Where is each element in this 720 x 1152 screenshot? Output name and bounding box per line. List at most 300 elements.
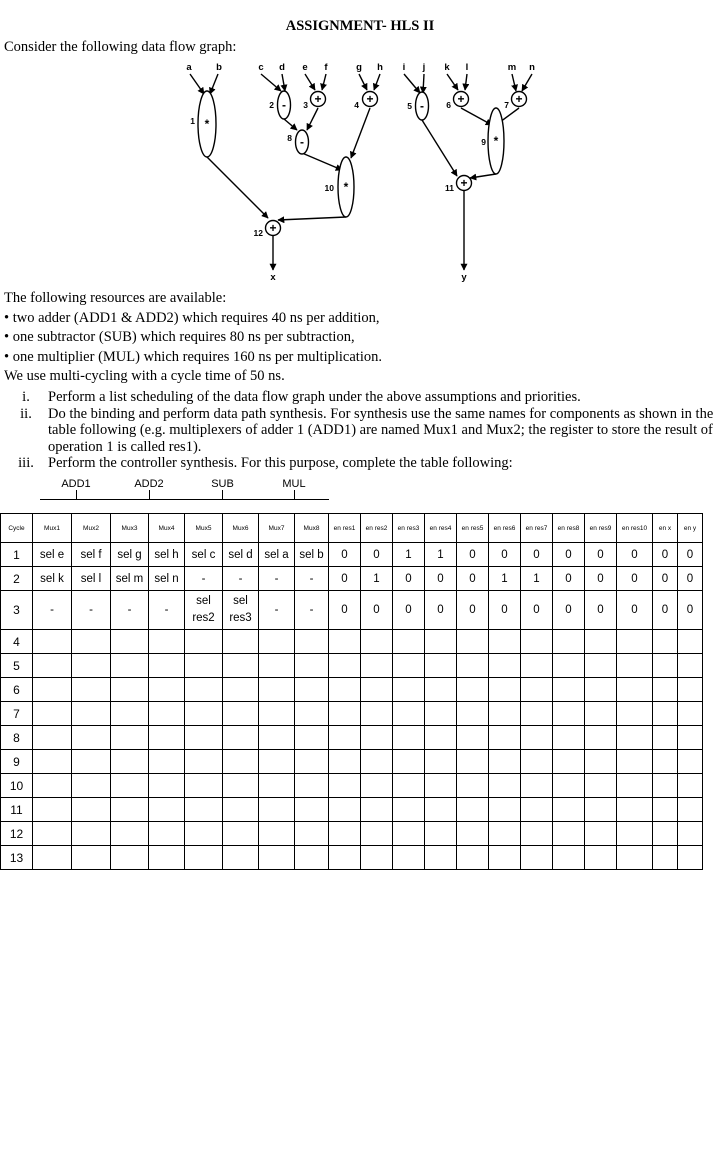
cycle-cell: 10 xyxy=(1,774,33,798)
table-cell xyxy=(457,678,489,702)
table-cell xyxy=(259,798,295,822)
table-cell: 0 xyxy=(617,567,653,591)
cycle-cell: 1 xyxy=(1,543,33,567)
table-cell: 1 xyxy=(489,567,521,591)
table-cell xyxy=(33,750,72,774)
table-cell xyxy=(585,846,617,870)
table-cell: 0 xyxy=(457,567,489,591)
table-cell xyxy=(223,678,259,702)
table-cell xyxy=(553,846,585,870)
table-cell xyxy=(223,846,259,870)
table-cell xyxy=(33,726,72,750)
table-cell xyxy=(295,822,329,846)
input-m: m xyxy=(507,62,517,73)
op7-symbol: + xyxy=(515,92,523,106)
table-cell xyxy=(653,798,678,822)
table-cell: - xyxy=(33,591,72,630)
table-cell xyxy=(72,822,111,846)
table-cell xyxy=(361,846,393,870)
table-cell xyxy=(259,846,295,870)
table-cell: - xyxy=(223,567,259,591)
table-cell xyxy=(521,654,553,678)
input-j: j xyxy=(422,62,426,73)
table-cell xyxy=(329,798,361,822)
table-cell: 0 xyxy=(329,591,361,630)
table-cell xyxy=(617,846,653,870)
table-cell xyxy=(111,846,149,870)
table-cell xyxy=(361,702,393,726)
table-cell xyxy=(259,774,295,798)
group-sub-bracket xyxy=(186,499,259,500)
table-cell xyxy=(393,654,425,678)
table-cell xyxy=(425,702,457,726)
table-cell xyxy=(457,654,489,678)
table-cell: 1 xyxy=(361,567,393,591)
table-cell xyxy=(617,654,653,678)
table-cell xyxy=(111,702,149,726)
table-cell xyxy=(329,774,361,798)
table-cell xyxy=(295,630,329,654)
table-cell xyxy=(361,798,393,822)
table-cell: 0 xyxy=(653,543,678,567)
table-cell xyxy=(223,702,259,726)
table-cell xyxy=(223,798,259,822)
header-cell: en res4 xyxy=(425,514,457,543)
op4-symbol: + xyxy=(366,92,374,106)
table-cell xyxy=(149,630,185,654)
table-cell: 0 xyxy=(553,591,585,630)
table-cell xyxy=(295,798,329,822)
table-row xyxy=(1,630,703,654)
table-cell xyxy=(223,726,259,750)
table-cell xyxy=(329,726,361,750)
table-cell xyxy=(617,726,653,750)
table-cell: 0 xyxy=(457,591,489,630)
table-cell xyxy=(111,798,149,822)
task-text: Perform a list scheduling of the data flow graph under the above assumptions and priorities. xyxy=(48,389,581,405)
header-cell: Mux4 xyxy=(149,514,185,543)
table-cell xyxy=(149,678,185,702)
table-cell xyxy=(185,630,223,654)
table-cell xyxy=(553,750,585,774)
table-cell: 0 xyxy=(653,567,678,591)
resource-subtractor: • one subtractor (SUB) which requires 80 ns per subtraction, xyxy=(4,329,355,345)
input-i: i xyxy=(402,62,406,73)
table-cell xyxy=(585,678,617,702)
table-cell: sel a xyxy=(259,543,295,567)
table-cell xyxy=(149,726,185,750)
table-cell: sel d xyxy=(223,543,259,567)
op4-id: 4 xyxy=(354,100,359,110)
table-cell xyxy=(489,630,521,654)
table-cell xyxy=(149,654,185,678)
table-cell xyxy=(489,846,521,870)
table-cell xyxy=(111,654,149,678)
input-f: f xyxy=(324,62,328,73)
op3-id: 3 xyxy=(303,100,308,110)
table-cell xyxy=(393,750,425,774)
group-add2-text: ADD2 xyxy=(134,478,164,490)
header-cell: en res5 xyxy=(457,514,489,543)
table-cell: 0 xyxy=(585,543,617,567)
resources-heading: The following resources are available: xyxy=(4,290,227,306)
op9-symbol: * xyxy=(493,134,499,148)
table-cell xyxy=(361,822,393,846)
table-cell: 0 xyxy=(678,543,703,567)
table-cell: 0 xyxy=(585,591,617,630)
group-label-add2 xyxy=(112,478,186,500)
table-cell xyxy=(33,678,72,702)
table-cell xyxy=(521,774,553,798)
table-header-row xyxy=(1,514,703,543)
table-cell xyxy=(393,798,425,822)
header-cell: Mux1 xyxy=(33,514,72,543)
table-cell xyxy=(585,750,617,774)
cycle-cell: 4 xyxy=(1,630,33,654)
op7-id: 7 xyxy=(504,100,509,110)
group-mul-text: MUL xyxy=(282,478,306,490)
table-cell: sel b xyxy=(295,543,329,567)
header-cell: en res6 xyxy=(489,514,521,543)
table-cell xyxy=(72,798,111,822)
table-cell xyxy=(72,654,111,678)
table-cell xyxy=(678,798,703,822)
table-row xyxy=(1,591,703,630)
input-b: b xyxy=(216,62,222,73)
output-labels xyxy=(270,272,467,283)
table-cell xyxy=(489,774,521,798)
table-cell xyxy=(393,822,425,846)
table-cell xyxy=(653,630,678,654)
table-cell xyxy=(223,654,259,678)
table-cell: sel n xyxy=(149,567,185,591)
table-row xyxy=(1,846,703,870)
table-cell: 0 xyxy=(329,543,361,567)
group-sub-text: SUB xyxy=(211,478,234,490)
group-add1-text: ADD1 xyxy=(61,478,91,490)
table-cell xyxy=(653,750,678,774)
table-cell xyxy=(259,750,295,774)
table-cell xyxy=(111,630,149,654)
table-cell: - xyxy=(259,567,295,591)
table-cell xyxy=(457,702,489,726)
table-cell: 0 xyxy=(489,591,521,630)
table-row xyxy=(1,702,703,726)
table-cell xyxy=(223,750,259,774)
table-cell xyxy=(425,654,457,678)
task-list xyxy=(4,389,718,472)
table-row xyxy=(1,678,703,702)
table-cell xyxy=(653,702,678,726)
table-cell xyxy=(653,726,678,750)
table-row xyxy=(1,567,703,591)
table-cell xyxy=(393,702,425,726)
table-cell xyxy=(185,654,223,678)
table-cell: 0 xyxy=(553,567,585,591)
header-cell: Mux3 xyxy=(111,514,149,543)
table-cell xyxy=(521,750,553,774)
table-cell xyxy=(457,822,489,846)
table-row xyxy=(1,822,703,846)
table-cell: 1 xyxy=(425,543,457,567)
table-cell: 1 xyxy=(393,543,425,567)
op10-id: 10 xyxy=(324,183,334,193)
table-cell xyxy=(553,654,585,678)
header-cell: en y xyxy=(678,514,703,543)
cycle-note: We use multi-cycling with a cycle time of 50 ns. xyxy=(4,368,285,384)
table-cell xyxy=(585,726,617,750)
header-cell: Mux6 xyxy=(223,514,259,543)
group-add2-tick xyxy=(149,490,150,499)
table-cell xyxy=(393,774,425,798)
table-cell xyxy=(678,774,703,798)
table-cell xyxy=(521,846,553,870)
table-cell xyxy=(489,798,521,822)
table-cell xyxy=(72,702,111,726)
resource-multiplier: • one multiplier (MUL) which requires 160 ns per multiplication. xyxy=(4,348,382,365)
table-cell xyxy=(425,822,457,846)
table-cell xyxy=(678,750,703,774)
header-cell: Cycle xyxy=(1,514,33,543)
table-cell: sel k xyxy=(33,567,72,591)
table-cell: 0 xyxy=(329,567,361,591)
header-cell: Mux7 xyxy=(259,514,295,543)
table-cell xyxy=(489,822,521,846)
group-add2-bracket xyxy=(112,499,186,500)
table-cell xyxy=(457,774,489,798)
table-cell xyxy=(149,750,185,774)
table-cell xyxy=(678,846,703,870)
op5-id: 5 xyxy=(407,101,412,111)
cycle-cell: 13 xyxy=(1,846,33,870)
group-mul-bracket xyxy=(259,499,329,500)
table-cell xyxy=(585,654,617,678)
group-add1-tick xyxy=(76,490,77,499)
header-cell: en res9 xyxy=(585,514,617,543)
input-l: l xyxy=(465,62,469,73)
table-cell xyxy=(72,726,111,750)
table-cell xyxy=(111,822,149,846)
table-cell xyxy=(553,630,585,654)
table-cell xyxy=(259,630,295,654)
table-cell xyxy=(111,726,149,750)
op1-id: 1 xyxy=(190,116,195,126)
table-cell: 0 xyxy=(521,591,553,630)
table-cell xyxy=(457,726,489,750)
group-mul-tick xyxy=(294,490,295,499)
input-h: h xyxy=(377,62,383,73)
table-cell xyxy=(259,822,295,846)
table-cell xyxy=(149,846,185,870)
table-cell xyxy=(33,774,72,798)
table-row xyxy=(1,654,703,678)
table-cell: - xyxy=(295,591,329,630)
table-cell: 1 xyxy=(521,567,553,591)
op11-symbol: + xyxy=(460,176,468,190)
table-cell: 0 xyxy=(425,591,457,630)
table-cell: 0 xyxy=(361,591,393,630)
table-cell xyxy=(553,678,585,702)
table-cell xyxy=(617,630,653,654)
op12-id: 12 xyxy=(253,228,263,238)
table-cell xyxy=(329,678,361,702)
table-cell xyxy=(329,822,361,846)
table-cell xyxy=(521,822,553,846)
group-label-mul xyxy=(259,478,329,500)
table-cell xyxy=(295,774,329,798)
table-cell: sel res2 xyxy=(185,591,223,630)
header-cell: en res3 xyxy=(393,514,425,543)
table-cell xyxy=(653,654,678,678)
table-cell xyxy=(149,798,185,822)
table-cell: sel f xyxy=(72,543,111,567)
header-cell: en res10 xyxy=(617,514,653,543)
task-item xyxy=(4,455,718,472)
table-cell xyxy=(295,726,329,750)
table-cell: sel c xyxy=(185,543,223,567)
table-cell xyxy=(295,654,329,678)
output-x: x xyxy=(270,272,276,283)
table-cell xyxy=(329,846,361,870)
table-row xyxy=(1,798,703,822)
table-cell: 0 xyxy=(393,591,425,630)
table-cell xyxy=(617,702,653,726)
table-cell xyxy=(653,678,678,702)
table-cell: 0 xyxy=(585,567,617,591)
table-cell xyxy=(678,726,703,750)
table-cell xyxy=(329,630,361,654)
table-cell xyxy=(223,822,259,846)
table-cell xyxy=(457,630,489,654)
table-cell: 0 xyxy=(457,543,489,567)
header-cell: en res1 xyxy=(329,514,361,543)
table-cell: - xyxy=(185,567,223,591)
table-cell xyxy=(361,774,393,798)
op2-symbol: - xyxy=(282,98,286,112)
table-cell xyxy=(295,678,329,702)
cycle-cell: 8 xyxy=(1,726,33,750)
input-a: a xyxy=(186,62,192,73)
table-cell xyxy=(329,702,361,726)
table-cell xyxy=(329,750,361,774)
op9-id: 9 xyxy=(481,137,486,147)
table-cell: sel m xyxy=(111,567,149,591)
task-number: ii. xyxy=(20,405,32,422)
table-cell: - xyxy=(259,591,295,630)
table-cell xyxy=(457,750,489,774)
table-cell xyxy=(678,822,703,846)
cycle-cell: 12 xyxy=(1,822,33,846)
intro-text: Consider the following data flow graph: xyxy=(4,39,237,55)
table-cell xyxy=(259,654,295,678)
input-labels xyxy=(186,62,535,73)
table-cell xyxy=(185,702,223,726)
table-cell xyxy=(33,798,72,822)
table-cell: 0 xyxy=(489,543,521,567)
table-cell xyxy=(585,822,617,846)
table-cell: - xyxy=(111,591,149,630)
table-cell xyxy=(72,678,111,702)
table-cell xyxy=(361,726,393,750)
table-cell xyxy=(425,846,457,870)
table-cell: sel h xyxy=(149,543,185,567)
table-cell xyxy=(585,774,617,798)
table-cell xyxy=(329,654,361,678)
table-cell xyxy=(111,678,149,702)
table-cell xyxy=(185,846,223,870)
table-cell xyxy=(111,774,149,798)
controller-table xyxy=(0,513,703,870)
table-cell xyxy=(223,630,259,654)
table-cell xyxy=(617,798,653,822)
table-row xyxy=(1,543,703,567)
group-label-add1 xyxy=(40,478,112,500)
table-row xyxy=(1,774,703,798)
op5-symbol: - xyxy=(420,99,424,113)
table-cell xyxy=(553,774,585,798)
table-cell xyxy=(678,678,703,702)
table-cell xyxy=(259,678,295,702)
table-cell xyxy=(149,702,185,726)
table-cell xyxy=(33,630,72,654)
header-cell: en x xyxy=(653,514,678,543)
table-cell xyxy=(185,798,223,822)
resource-adder: • two adder (ADD1 & ADD2) which requires 40 ns per addition, xyxy=(4,309,380,326)
table-cell xyxy=(489,726,521,750)
table-cell xyxy=(111,750,149,774)
table-cell xyxy=(393,726,425,750)
table-cell xyxy=(653,774,678,798)
table-cell xyxy=(33,654,72,678)
table-cell xyxy=(617,750,653,774)
table-cell xyxy=(553,798,585,822)
op10-symbol: * xyxy=(343,180,349,194)
table-cell: 0 xyxy=(617,591,653,630)
op3-symbol: + xyxy=(314,92,322,106)
table-cell xyxy=(553,702,585,726)
task-number: i. xyxy=(22,389,30,405)
table-cell xyxy=(295,702,329,726)
input-d: d xyxy=(279,62,285,73)
header-cell: en res8 xyxy=(553,514,585,543)
task-number: iii. xyxy=(18,455,34,471)
table-cell: 0 xyxy=(553,543,585,567)
cycle-cell: 9 xyxy=(1,750,33,774)
op11-id: 11 xyxy=(445,183,454,193)
cycle-cell: 3 xyxy=(1,591,33,630)
table-cell xyxy=(185,774,223,798)
op6-symbol: + xyxy=(457,92,465,106)
table-cell xyxy=(653,846,678,870)
group-label-sub xyxy=(186,478,259,500)
table-cell: 0 xyxy=(653,591,678,630)
input-c: c xyxy=(258,62,264,73)
table-cell xyxy=(72,630,111,654)
group-sub-tick xyxy=(222,490,223,499)
table-cell xyxy=(259,702,295,726)
table-cell: sel g xyxy=(111,543,149,567)
table-cell: sel e xyxy=(33,543,72,567)
table-cell xyxy=(553,726,585,750)
resources-section xyxy=(4,289,382,387)
table-cell: 0 xyxy=(678,567,703,591)
table-cell xyxy=(425,750,457,774)
operation-symbols xyxy=(205,92,523,235)
table-row xyxy=(1,726,703,750)
table-row xyxy=(1,750,703,774)
header-cell: en res7 xyxy=(521,514,553,543)
table-cell: - xyxy=(149,591,185,630)
